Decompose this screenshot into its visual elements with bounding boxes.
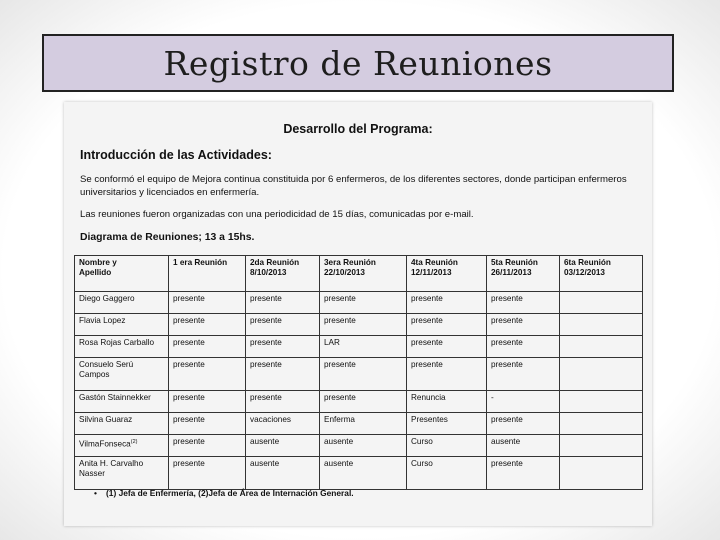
header-meeting-1 [169,256,246,292]
attendance-cell [560,336,643,358]
attendance-cell: ausente [320,435,407,457]
attendance-cell: presente [169,457,246,490]
attendance-cell: presente [246,391,320,413]
member-name: Gastón Stainnekker [75,391,169,413]
footnote-text: (1) Jefa de Enfermería, (2)Jefa de Área de Internación General. [106,488,354,498]
member-name: Consuelo Serú Campos [75,358,169,391]
member-name: Flavia Lopez [75,314,169,336]
attendance-cell: ausente [487,435,560,457]
attendance-cell: presente [169,391,246,413]
table-row [75,314,643,336]
attendance-cell: presente [407,336,487,358]
document-image [64,102,652,526]
attendance-cell: presente [487,413,560,435]
attendance-cell: presente [246,336,320,358]
attendance-cell: presente [169,435,246,457]
attendance-cell: ausente [246,457,320,490]
attendance-cell: presente [487,292,560,314]
attendance-cell [560,457,643,490]
attendance-cell: Enferma [320,413,407,435]
attendance-cell: Curso [407,435,487,457]
header-line: 1 era Reunión [173,258,228,267]
attendance-cell: ausente [246,435,320,457]
diagram-heading: Diagrama de Reuniones; 13 a 15hs. [80,232,255,243]
attendance-cell: vacaciones [246,413,320,435]
meetings-table [74,255,643,490]
table-row [75,292,643,314]
attendance-cell [560,435,643,457]
attendance-cell: presente [407,292,487,314]
intro-paragraph: Se conformó el equipo de Mejora continua constituida por 6 enfermeros, de los diferentes sectores, donde participan enfermeros universitarios y licenciados en enfermería. [80,174,627,198]
attendance-cell: ausente [320,457,407,490]
attendance-cell [560,391,643,413]
attendance-cell: presente [246,314,320,336]
attendance-cell: presente [320,314,407,336]
attendance-cell: Curso [407,457,487,490]
attendance-cell: presente [320,292,407,314]
header-line: 22/10/2013 [324,268,365,277]
header-line: 2da Reunión [250,258,300,267]
attendance-cell: presente [407,314,487,336]
attendance-cell: - [487,391,560,413]
header-meeting-2 [246,256,320,292]
member-name: Silvina Guaraz [75,413,169,435]
attendance-cell: presente [487,457,560,490]
header-name [75,256,169,292]
attendance-cell: presente [487,336,560,358]
header-line: 8/10/2013 [250,268,287,277]
document-heading: Desarrollo del Programa: [283,122,433,136]
header-line: 3era Reunión [324,258,376,267]
member-name-text: VilmaFonseca [79,439,131,449]
member-name [75,435,169,457]
header-line: 4ta Reunión [411,258,458,267]
section-heading: Introducción de las Actividades: [80,148,272,162]
attendance-cell: presente [487,314,560,336]
attendance-cell [560,292,643,314]
footnote [94,488,354,498]
header-line: Nombre y [79,258,117,267]
header-meeting-3 [320,256,407,292]
slide-title-box [42,34,674,92]
attendance-cell: LAR [320,336,407,358]
attendance-cell: presente [169,413,246,435]
attendance-cell [560,413,643,435]
member-name: Anita H. Carvalho Nasser [75,457,169,490]
table-row [75,457,643,490]
attendance-cell: presente [169,314,246,336]
table-row [75,435,643,457]
bullet-icon: • [94,488,97,498]
footnote-marker: (2) [130,439,138,445]
header-line: Apellido [79,268,112,277]
attendance-cell: presente [320,358,407,391]
slide-title: Registro de Reuniones [163,43,553,83]
attendance-cell: presente [407,358,487,391]
header-meeting-4 [407,256,487,292]
attendance-cell: presente [169,358,246,391]
attendance-cell: presente [487,358,560,391]
header-line: 26/11/2013 [491,268,532,277]
header-line: 03/12/2013 [564,268,605,277]
table-row [75,336,643,358]
attendance-cell [560,358,643,391]
attendance-cell: presente [320,391,407,413]
header-meeting-5 [487,256,560,292]
table-header-row [75,256,643,292]
attendance-cell: presente [246,358,320,391]
attendance-cell [560,314,643,336]
attendance-cell: Presentes [407,413,487,435]
header-line: 6ta Reunión [564,258,611,267]
member-name: Diego Gaggero [75,292,169,314]
attendance-cell: Renuncia [407,391,487,413]
attendance-cell: presente [169,336,246,358]
member-name: Rosa Rojas Carballo [75,336,169,358]
schedule-paragraph: Las reuniones fueron organizadas con una periodicidad de 15 días, comunicadas por e-mail. [80,209,474,220]
header-line: 12/11/2013 [411,268,452,277]
attendance-cell: presente [246,292,320,314]
header-line: 5ta Reunión [491,258,538,267]
header-meeting-6 [560,256,643,292]
table-row [75,391,643,413]
attendance-cell: presente [169,292,246,314]
table-row [75,413,643,435]
table-row [75,358,643,391]
